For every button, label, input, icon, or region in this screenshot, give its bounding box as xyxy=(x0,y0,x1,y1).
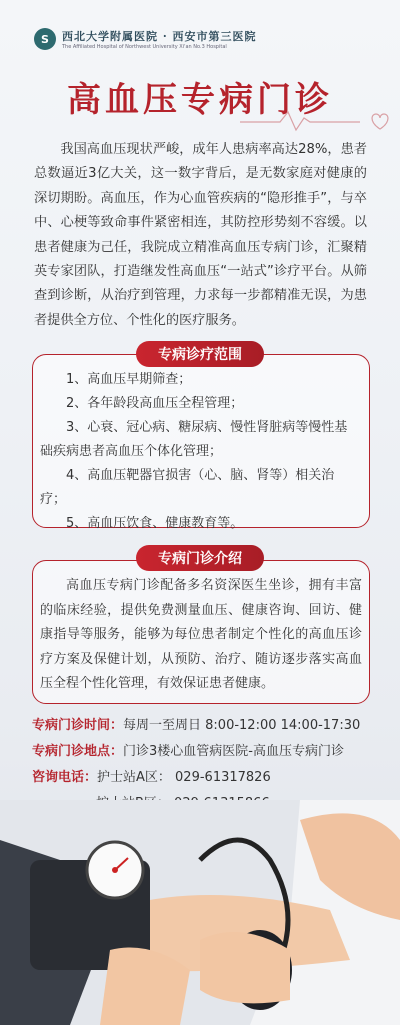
hospital-header xyxy=(34,28,257,50)
scope-list xyxy=(40,368,360,536)
list-item: 4、高血压靶器官损害（心、脑、肾等）相关治疗； xyxy=(40,468,335,507)
place-label: 专病门诊地点： xyxy=(32,744,124,759)
blood-pressure-illustration xyxy=(0,800,400,1025)
list-item: 2、各年龄段高血压全程管理； xyxy=(66,396,244,411)
time-value: 每周一至周日 8:00-12:00 14:00-17:30 xyxy=(123,718,361,733)
page-title: 高血压专病门诊 xyxy=(67,80,333,120)
hospital-logo-icon: S xyxy=(34,28,56,50)
scope-heading: 专病诊疗范围 xyxy=(136,341,264,367)
clinic-time xyxy=(32,714,360,733)
hospital-name-cn: 西北大学附属医院 · 西安市第三医院 xyxy=(62,30,257,43)
phone-a-value: 护士站A区： 029-61317826 xyxy=(97,770,271,785)
hospital-name-en: The Affiliated Hospital of Northwest University Xi'an No.3 Hospital xyxy=(62,44,227,50)
list-item: 3、心衰、冠心病、糖尿病、慢性肾脏病等慢性基础疾病患者高血压个体化管理； xyxy=(40,420,348,459)
clinic-heading: 专病门诊介绍 xyxy=(136,545,264,571)
list-item: 1、高血压早期筛查； xyxy=(66,372,192,387)
clinic-phone-a xyxy=(32,766,271,785)
list-item: 5、高血压饮食、健康教育等。 xyxy=(66,516,244,531)
clinic-place xyxy=(32,740,344,759)
time-label: 专病门诊时间： xyxy=(32,718,124,733)
clinic-paragraph: 高血压专病门诊配备多名资深医生坐诊，拥有丰富的临床经验，提供免费测量血压、健康咨询、回访、健康指导等服务，能够为每位患者制定个性化的高血压诊疗方案及保健计划，从预防、治疗、随访逐步落实高血压全程个性化管理，有效保证患者健康。 xyxy=(40,578,362,691)
place-value: 门诊3楼心血管病医院-高血压专病门诊 xyxy=(123,744,344,759)
phone-label: 咨询电话： xyxy=(32,770,98,785)
intro-paragraph: 我国高血压现状严峻，成年人患病率高达28%，患者总数逼近3亿大关，这一数字背后，是无数家庭对健康的深切期盼。高血压，作为心血管疾病的“隐形推手”，与卒中、心梗等致命事件紧密相连，其防控形势刻不容缓。以患者健康为己任，我院成立精准高血压专病门诊，汇聚精英专家团队，打造继发性高血压“一站式”诊疗平台。从筛查到诊断，从治疗到管理，力求每一步都精准无误，为患者提供全方位、个性化的医疗服务。 xyxy=(34,142,367,328)
heartbeat-line-icon xyxy=(240,108,400,132)
